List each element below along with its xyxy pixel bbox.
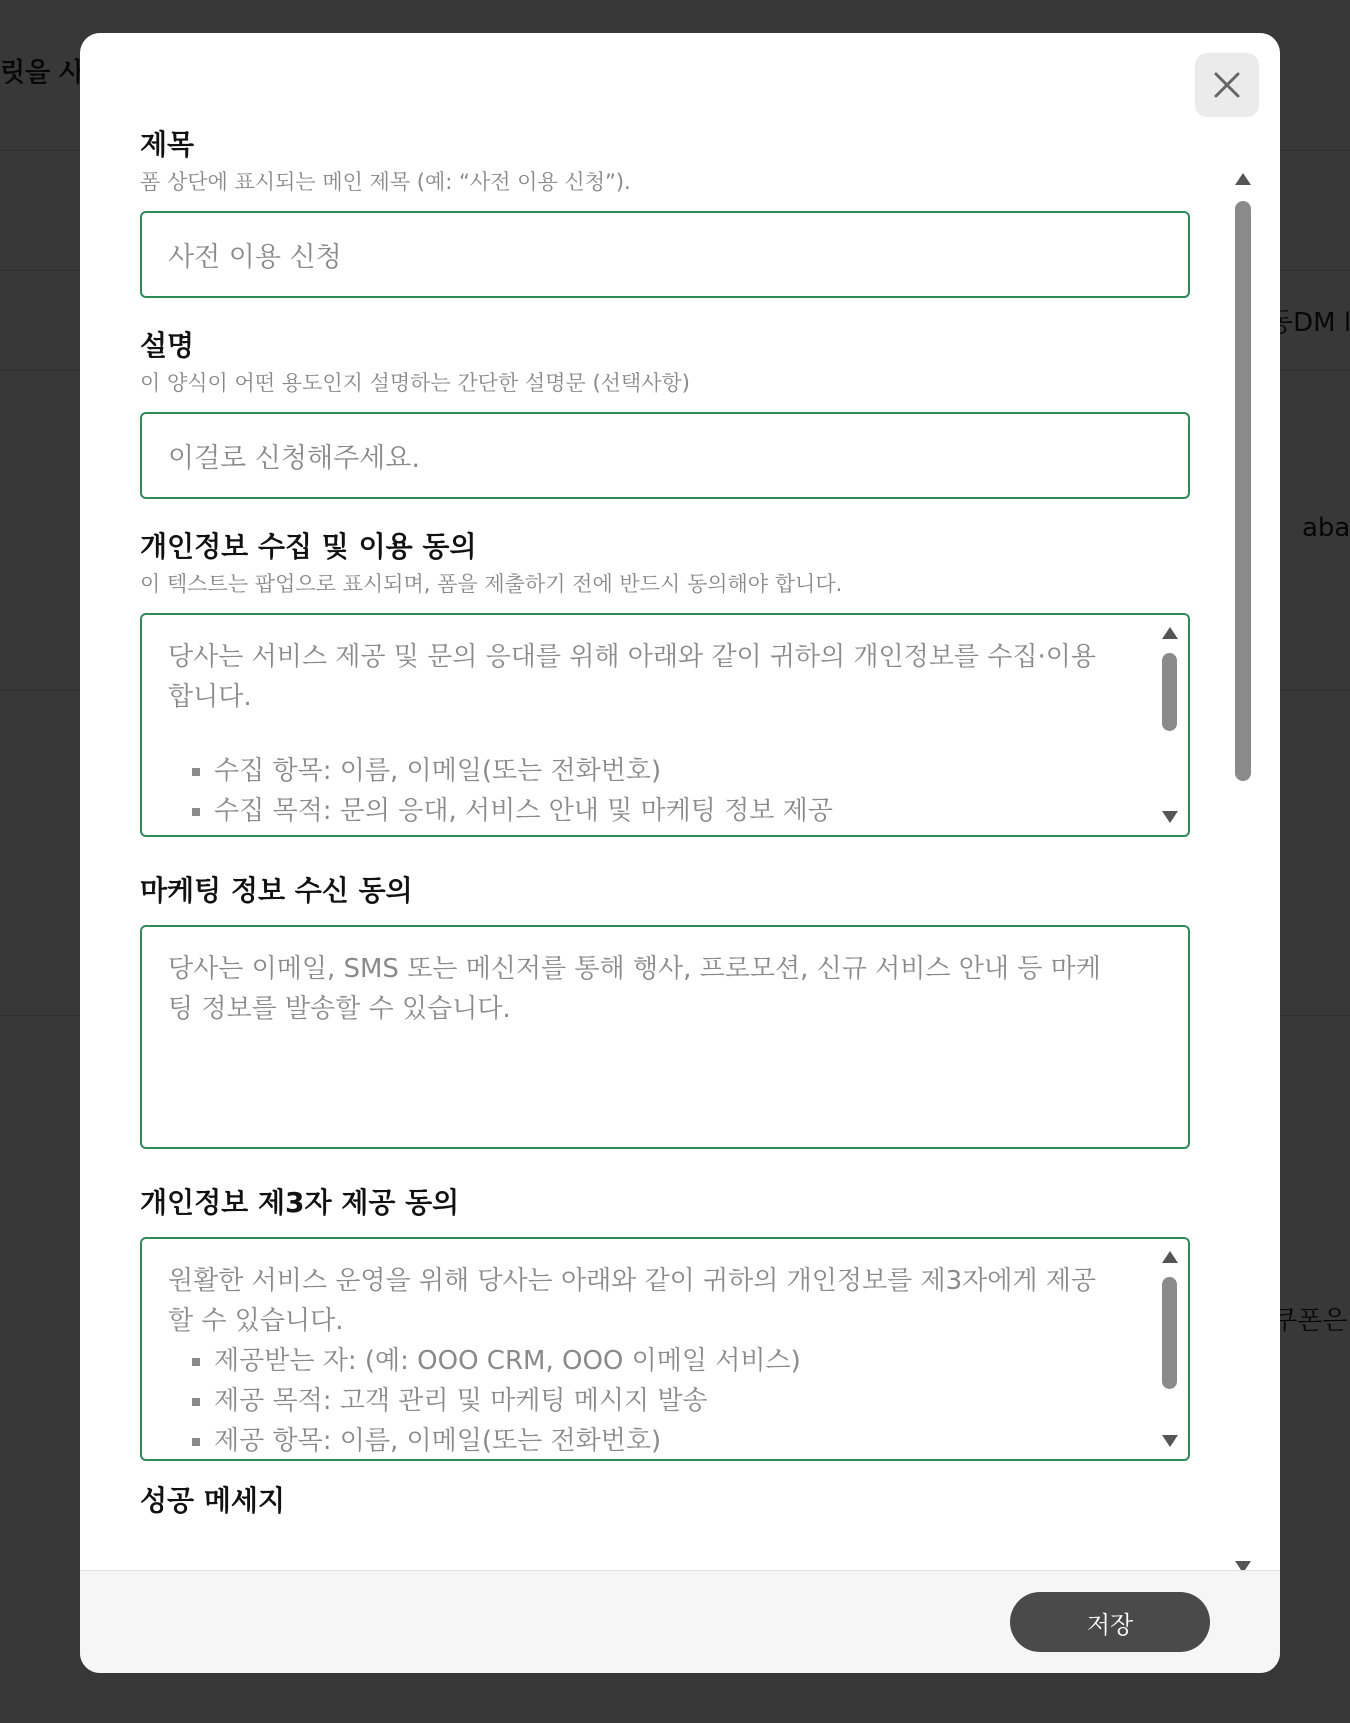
list-item: ▪ 제공받는 자: (예: OOO CRM, OOO 이메일 서비스) — [214, 1341, 1118, 1381]
form-settings-modal — [80, 33, 1280, 1673]
third-party-item-list — [168, 1341, 1118, 1461]
privacy-consent-description: 이 텍스트는 팝업으로 표시되며, 폼을 제출하기 전에 반드시 동의해야 합니다. — [140, 572, 843, 596]
third-party-consent-editor[interactable] — [140, 1237, 1190, 1461]
success-message-label: 성공 메세지 — [140, 1484, 285, 1517]
third-party-editor-scrollbar[interactable] — [1160, 1245, 1180, 1453]
list-item: ▪ 수집 항목: 이름, 이메일(또는 전화번호) — [214, 751, 1118, 791]
scroll-up-icon[interactable] — [1162, 627, 1178, 639]
scroll-thumb[interactable] — [1162, 653, 1177, 731]
title-field-description: 폼 상단에 표시되는 메인 제목 (예: “사전 이용 신청”). — [140, 170, 631, 194]
modal-footer — [80, 1570, 1280, 1673]
save-button[interactable]: 저장 — [1010, 1592, 1210, 1652]
marketing-consent-editor[interactable] — [140, 925, 1190, 1149]
description-field-description: 이 양식이 어떤 용도인지 설명하는 간단한 설명문 (선택사항) — [140, 371, 690, 395]
scroll-up-icon[interactable] — [1162, 1251, 1178, 1263]
form-fields — [140, 125, 1190, 1521]
scroll-thumb[interactable] — [1162, 1277, 1177, 1389]
list-item: ▪ 제공 항목: 이름, 이메일(또는 전화번호) — [214, 1421, 1118, 1461]
title-input-placeholder: 사전 이용 신청 — [168, 242, 342, 273]
scroll-thumb[interactable] — [1235, 201, 1251, 781]
privacy-consent-label: 개인정보 수집 및 이용 동의 — [140, 530, 477, 563]
third-party-intro-text: 원활한 서비스 운영을 위해 당사는 아래와 같이 귀하의 개인정보를 제3자에게 제공할 수 있습니다. — [168, 1266, 1097, 1336]
marketing-consent-text: 당사는 이메일, SMS 또는 메신저를 통해 행사, 프로모션, 신규 서비스 안내 등 마케팅 정보를 발송할 수 있습니다. — [168, 954, 1101, 1024]
list-item: ▪ 수집 목적: 문의 응대, 서비스 안내 및 마케팅 정보 제공 — [214, 791, 1118, 831]
title-input[interactable] — [140, 211, 1190, 298]
list-item: ▪ 제공 목적: 고객 관리 및 마케팅 메시지 발송 — [214, 1381, 1118, 1421]
modal-scrollbar[interactable] — [1233, 133, 1257, 1593]
scroll-down-icon[interactable] — [1162, 1435, 1178, 1447]
description-field-label: 설명 — [140, 329, 195, 362]
description-input-placeholder: 이걸로 신청해주세요. — [168, 443, 420, 474]
privacy-editor-scrollbar[interactable] — [1160, 621, 1180, 829]
scroll-down-icon[interactable] — [1162, 811, 1178, 823]
privacy-intro-text: 당사는 서비스 제공 및 문의 응대를 위해 아래와 같이 귀하의 개인정보를 수집·이용합니다. — [168, 642, 1097, 712]
modal-body — [80, 33, 1230, 1571]
scroll-up-icon[interactable] — [1235, 173, 1251, 185]
title-field-label: 제목 — [140, 128, 195, 161]
marketing-consent-label: 마케팅 정보 수신 동의 — [140, 874, 413, 907]
privacy-consent-editor[interactable] — [140, 613, 1190, 837]
third-party-consent-label: 개인정보 제3자 제공 동의 — [140, 1186, 460, 1219]
description-input[interactable] — [140, 412, 1190, 499]
privacy-item-list — [168, 751, 1118, 831]
